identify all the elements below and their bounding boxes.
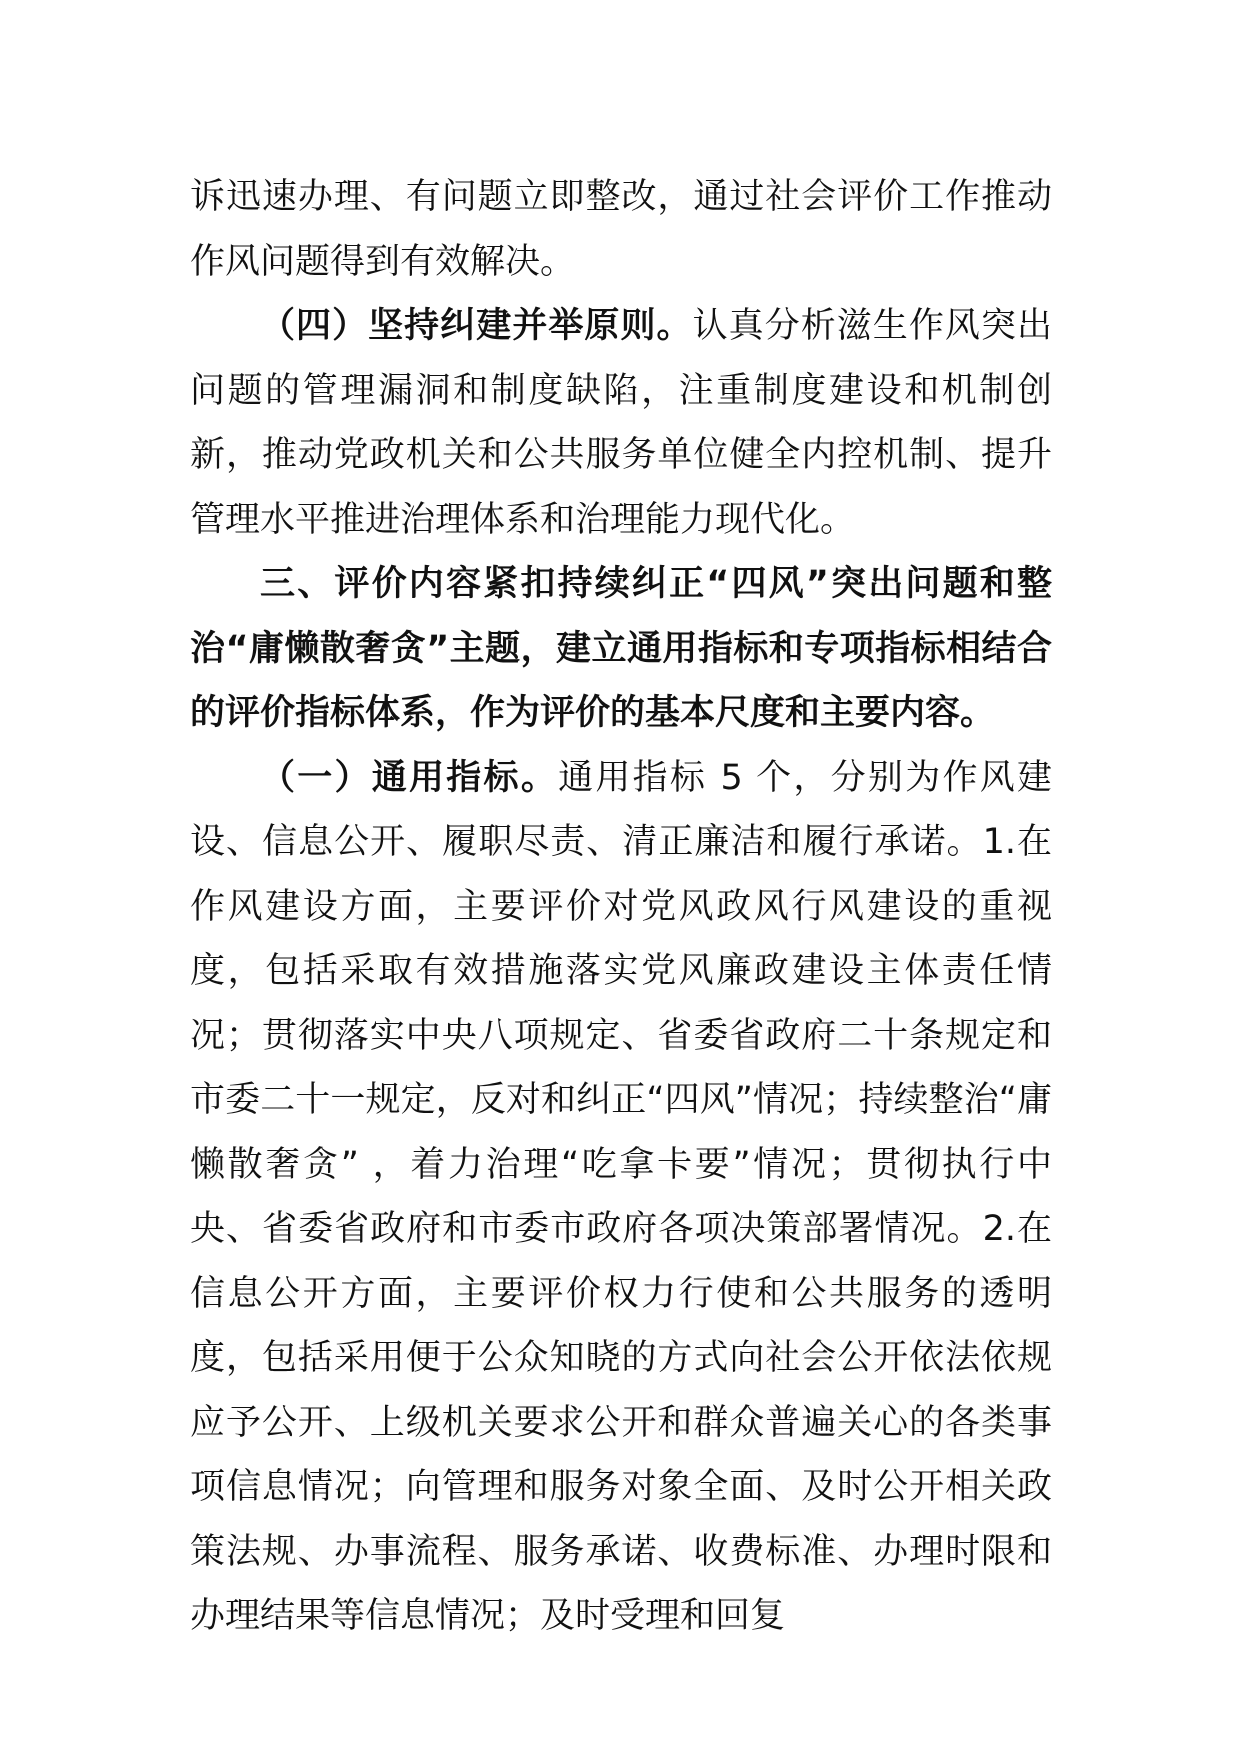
section-heading-text: 三、评价内容紧扣持续纠正“四风”突出问题和整治“庸懒散奢贪”主题，建立通用指标和专项指标相结合的评价指标体系，作为评价的基本尺度和主要内容。 [190, 564, 1052, 733]
paragraph-continuation [190, 165, 1052, 294]
paragraph-text: 通用指标 5 个，分别为作风建设、信息公开、履职尽责、清正廉洁和履行承诺。1.在作风建设方面，主要评价对党风政风行风建设的重视度，包括采取有效措施落实党风廉政建设主体责任情况；贯彻落实中央八项规定、省委省政府二十条规定和市委二十一规定，反对和纠正“四风”情况；持续整治“庸懒散奢贪” ，着力治理“吃拿卡要”情况；贯彻执行中央、省委省政府和市委市政府各项决策部署情况。2.在信息公开方面，主要评价权力行使和公共服务的透明度，包括采用便于公众知晓的方式向社会公开依法依规应予公开、上级机关要求公开和群众普遍关心的各类事项信息情况；向管理和服务对象全面、及时公开相关政策法规、办事流程、服务承诺、收费标准、办理时限和办理结果等信息情况；及时受理和回复 [190, 757, 1052, 1636]
section-heading-three [190, 552, 1052, 746]
paragraph-lead-heading: （四）坚持纠建并举原则。 [260, 306, 693, 346]
paragraph-text: 认真分析滋生作风突出问题的管理漏洞和制度缺陷，注重制度建设和机制创新，推动党政机关和公共服务单位健全内控机制、提升管理水平推进治理体系和治理能力现代化。 [190, 306, 1052, 540]
paragraph-general-indicators [190, 746, 1052, 1649]
paragraph-lead-heading: （一）通用指标。 [260, 757, 559, 798]
document-body [190, 165, 1052, 1649]
paragraph-principle-four [190, 294, 1052, 552]
paragraph-text: 诉迅速办理、有问题立即整改，通过社会评价工作推动作风问题得到有效解决。 [190, 177, 1052, 282]
